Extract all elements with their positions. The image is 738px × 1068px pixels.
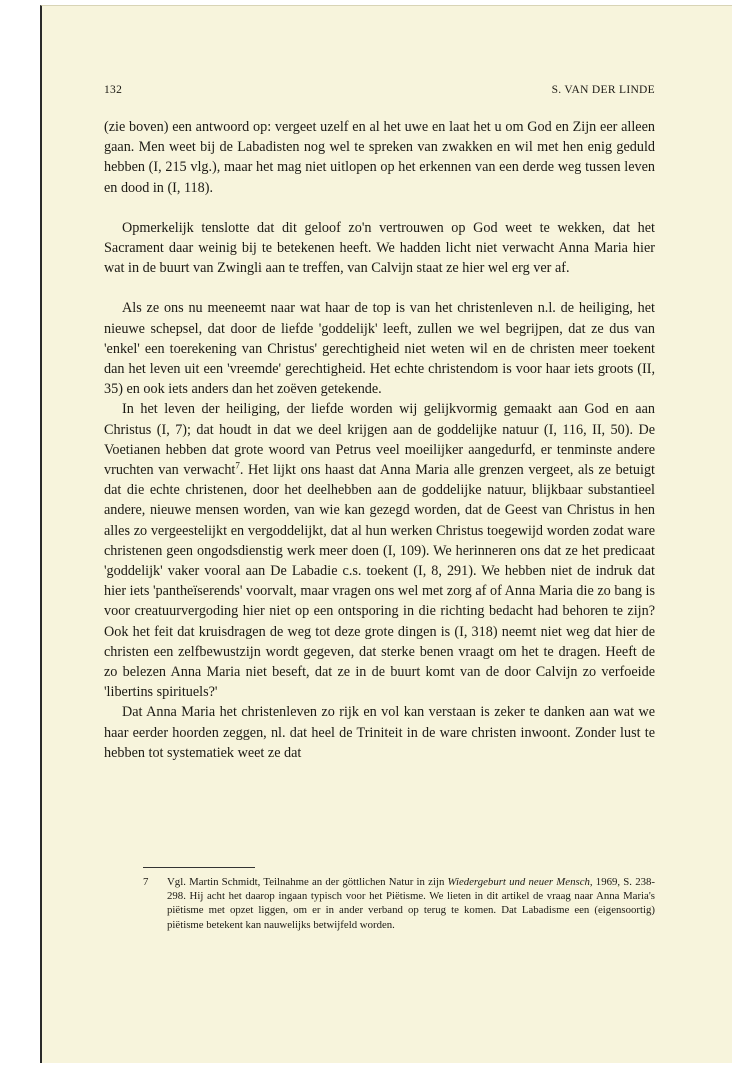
paragraph-4-part-1: In het leven der heiliging, der liefde worden wij gelijkvormig gemaakt aan God en aan Christus (I, 7); dat houdt in dat we deel krijgen aan de goddelijke natuur (I, 116, II, 50). De Voetianen hebben dat grote woord van Petrus veel moeilijker aangedurfd, er tenminste andere vruchten van verwacht [104,401,655,479]
footnote-number: 7 [143,876,149,888]
footnote-reference: 7 [235,460,240,471]
body-text [104,117,655,763]
paragraph-4 [104,399,655,702]
paragraph-2: Opmerkelijk tenslotte dat dit geloof zo'n vertrouwen op God weet te wekken, dat het Sacrament daar weinig bij te betekenen heeft. We hadden licht niet verwacht Anna Maria hier wat in de buurt van Zwingli aan te treffen, van Calvijn staat ze hier wel erg ver af. [104,219,655,277]
footnote-text-part-1: Vgl. Martin Schmidt, Teilnahme an der göttlichen Natur in zijn [167,876,448,888]
page-number: 132 [104,84,123,96]
running-header [104,84,655,96]
footnote-text [167,875,655,932]
paragraph-1: (zie boven) een antwoord op: vergeet uzelf en al het uwe en laat het u om God en Zijn eer alleen gaan. Men weet bij de Labadisten nog wel te spreken van zwakken en wil met hen enig geduld hebben (I, 215 vlg.), maar het mag niet uitlopen op het erkennen van een derde weg tussen leven en dood in (I, 118). [104,119,655,196]
paragraph-4-part-2: . Het lijkt ons haast dat Anna Maria alle grenzen vergeet, als ze betuigt dat die echte christenen, door het deelhebben aan de goddelijke natuur, blijkbaar substantieel andere, nieuwe mensen worden, van wie kan gezegd worden, dat de Geest van Christus in hen alles zo vergeestelijkt en vergoddelijkt, dat al hun werken Christus toegewijd worden zodat ware christenen geen ongodsdienstig werk meer doen (I, 109). We herinneren ons dat ze het predicaat 'goddelijk' vaker vooral aan De Labadie c.s. toekent (I, 8, 291). We hebben niet de indruk dat hier iets 'pantheïserends' voorvalt, maar vragen ons wel met zorg af of Anna Maria die zo bang is voor creatuurvergoding hier niet op een ontsporing in die richting bedacht had behoren te zijn? Ook het feit dat kruisdragen de weg tot deze grote dingen is (I, 318) neemt niet weg dat hier de christen een zelfbewustzijn wordt gegeven, dat sterke benen vraagt om het te dragen. Heeft de zo belezen Anna Maria niet beseft, dat ze in de buurt komt van de door Calvijn zo verfoeide 'libertins spirituels?' [104,462,655,701]
paragraph-3: Als ze ons nu meeneemt naar wat haar de top is van het christenleven n.l. de heiliging, het nieuwe schepsel, dat door de liefde 'goddelijk' leeft, zullen we wel begrijpen, dat ze dus van 'enkel' een toerekening van Christus' gerechtigheid niet weten wil en de christen meer toekent dan het leven uit een 'vreemde' gerechtigheid. Het echte christendom is voor haar iets groots (II, 35) en ook iets anders dan het zoëven getekende. [104,300,655,398]
footnote-book-title: Wiedergeburt und neuer Mensch, [447,876,593,888]
footnote-text-part-2: 1969, S. 238-298. Hij acht het daarop ingaan typisch voor het Piëtisme. We lieten in dit artikel de vraag naar Anna Maria's piëtisme met opzet liggen, om er in ander verband op terug te komen. Dat Labadisme een (eigensoortig) piëtisme betekent kan nauwelijks betwijfeld worden. [167,876,655,931]
paragraph-5: Dat Anna Maria het christenleven zo rijk en vol kan verstaan is zeker te danken aan wat we haar eerder hoorden zeggen, nl. dat heel de Triniteit in de ware christen inwoont. Zonder lust te hebben tot systematiek weet ze dat [104,704,655,761]
footnote [143,875,655,932]
footnote-rule [143,867,255,868]
running-title: S. VAN DER LINDE [551,84,655,96]
